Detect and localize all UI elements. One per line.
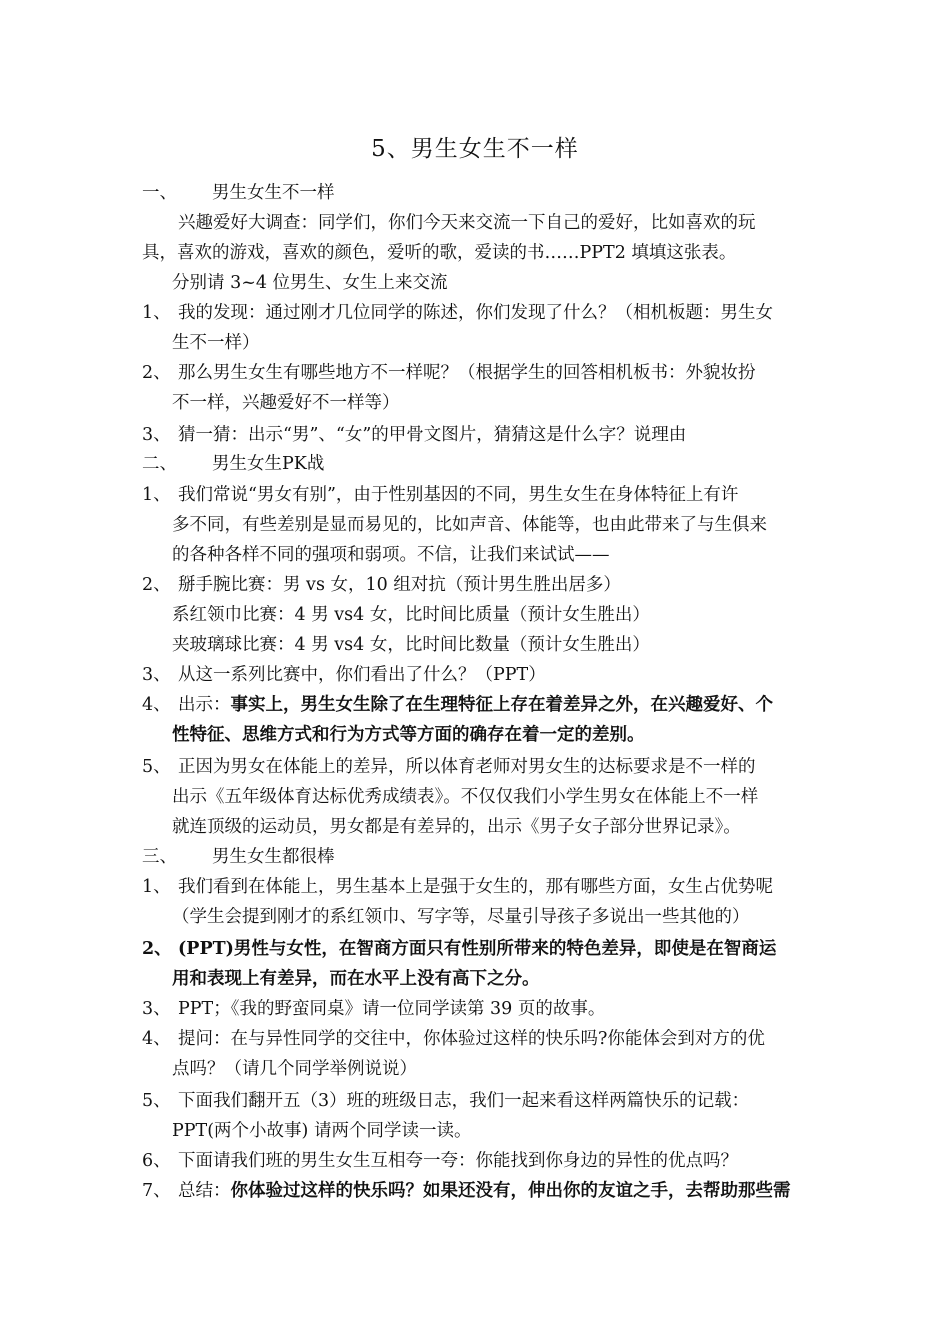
item-text: 我们看到在体能上，男生基本上是强于女生的，那有哪些方面，女生占优势呢 [178, 877, 773, 897]
item-text-continued: 不一样，兴趣爱好不一样等） [172, 393, 400, 413]
item-text-continued: （学生会提到刚才的系红领巾、写字等，尽量引导孩子多说出一些其他的） [172, 907, 750, 927]
item-text-bold: (PPT)男性与女性，在智商方面只有性别所带来的特色差异，即使是在智商运 [178, 939, 777, 959]
section-heading-text: 男生女生不一样 [212, 183, 335, 203]
item-number: 4、 [142, 1029, 171, 1049]
item-number: 2、 [142, 939, 172, 959]
paragraph-line: 兴趣爱好大调查：同学们，你们今天来交流一下自己的爱好，比如喜欢的玩 [178, 213, 756, 233]
item-number: 1、 [142, 485, 171, 505]
item-number: 1、 [142, 877, 171, 897]
item-number: 2、 [142, 575, 171, 595]
item-prefix: 总结： [178, 1181, 231, 1201]
item-number: 3、 [142, 425, 171, 445]
item-text-continued: 就连顶级的运动员，男女都是有差异的，出示《男子女子部分世界记录》。 [172, 817, 741, 837]
item-text-continued: 出示《五年级体育达标优秀成绩表》。不仅仅我们小学生男女在体能上不一样 [172, 787, 759, 807]
item-text-continued: 的各种各样不同的强项和弱项。不信，让我们来试试—— [172, 545, 610, 565]
section-heading-text: 男生女生都很棒 [212, 847, 335, 867]
item-text-bold: 事实上，男生女生除了在生理特征上存在着差异之外，在兴趣爱好、个 [230, 695, 773, 715]
page-title: 5、男生女生不一样 [371, 136, 579, 162]
item-text: 我的发现：通过刚才几位同学的陈述，你们发现了什么？（相机板题：男生女 [178, 303, 773, 323]
paragraph-line: 具，喜欢的游戏，喜欢的颜色，爱听的歌，爱读的书……PPT2 填填这张表。 [142, 243, 737, 263]
item-text: 从这一系列比赛中，你们看出了什么？（PPT） [178, 665, 546, 685]
item-number: 2、 [142, 363, 171, 383]
item-number: 7、 [142, 1181, 171, 1201]
item-text-bold: 你体验过这样的快乐吗？如果还没有，伸出你的友谊之手，去帮助那些需 [230, 1181, 791, 1201]
item-text: 提问：在与异性同学的交往中，你体验过这样的快乐吗?你能体会到对方的优 [178, 1029, 765, 1049]
item-text-continued-bold: 性特征、思维方式和行为方式等方面的确存在着一定的差别。 [172, 725, 645, 745]
item-text: 正因为男女在体能上的差异，所以体育老师对男女生的达标要求是不一样的 [178, 757, 756, 777]
item-text: 我们常说“男女有别”，由于性别基因的不同，男生女生在身体特征上有许 [178, 485, 739, 505]
item-text-continued: 点吗？（请几个同学举例说说） [172, 1059, 417, 1079]
item-number: 5、 [142, 1091, 171, 1111]
item-number: 4、 [142, 695, 171, 715]
item-text-continued: 系红领巾比赛：4 男 vs4 女，比时间比质量（预计女生胜出） [172, 605, 650, 625]
item-number: 3、 [142, 999, 171, 1019]
section-marker: 三、 [142, 847, 177, 867]
item-text-continued-bold: 用和表现上有差异，而在水平上没有高下之分。 [172, 969, 540, 989]
section-marker: 一、 [142, 183, 177, 203]
section-marker: 二、 [142, 454, 177, 474]
item-text-continued: 多不同，有些差别是显而易见的，比如声音、体能等，也由此带来了与生俱来 [172, 515, 767, 535]
item-text: PPT；《我的野蛮同桌》请一位同学读第 39 页的故事。 [178, 999, 606, 1019]
item-text: 掰手腕比赛：男 vs 女，10 组对抗（预计男生胜出居多） [178, 575, 621, 595]
item-text-continued: 生不一样） [172, 333, 260, 353]
section-heading-text: 男生女生PK战 [212, 454, 325, 474]
paragraph-line: 分别请 3~4 位男生、女生上来交流 [172, 273, 448, 293]
item-text-continued: PPT(两个小故事) 请两个同学读一读。 [172, 1121, 472, 1141]
item-text: 那么男生女生有哪些地方不一样呢？（根据学生的回答相机板书：外貌妆扮 [178, 363, 756, 383]
item-number: 3、 [142, 665, 171, 685]
item-text: 猜一猜：出示“男”、“女”的甲骨文图片，猜猜这是什么字？说理由 [178, 425, 687, 445]
item-number: 5、 [142, 757, 171, 777]
item-text-continued: 夹玻璃球比赛：4 男 vs4 女，比时间比数量（预计女生胜出） [172, 635, 650, 655]
item-number: 1、 [142, 303, 171, 323]
item-text: 下面请我们班的男生女生互相夸一夸：你能找到你身边的异性的优点吗？ [178, 1151, 738, 1171]
item-prefix: 出示： [178, 695, 231, 715]
item-text: 下面我们翻开五（3）班的班级日志，我们一起来看这样两篇快乐的记载： [178, 1091, 750, 1111]
item-number: 6、 [142, 1151, 171, 1171]
